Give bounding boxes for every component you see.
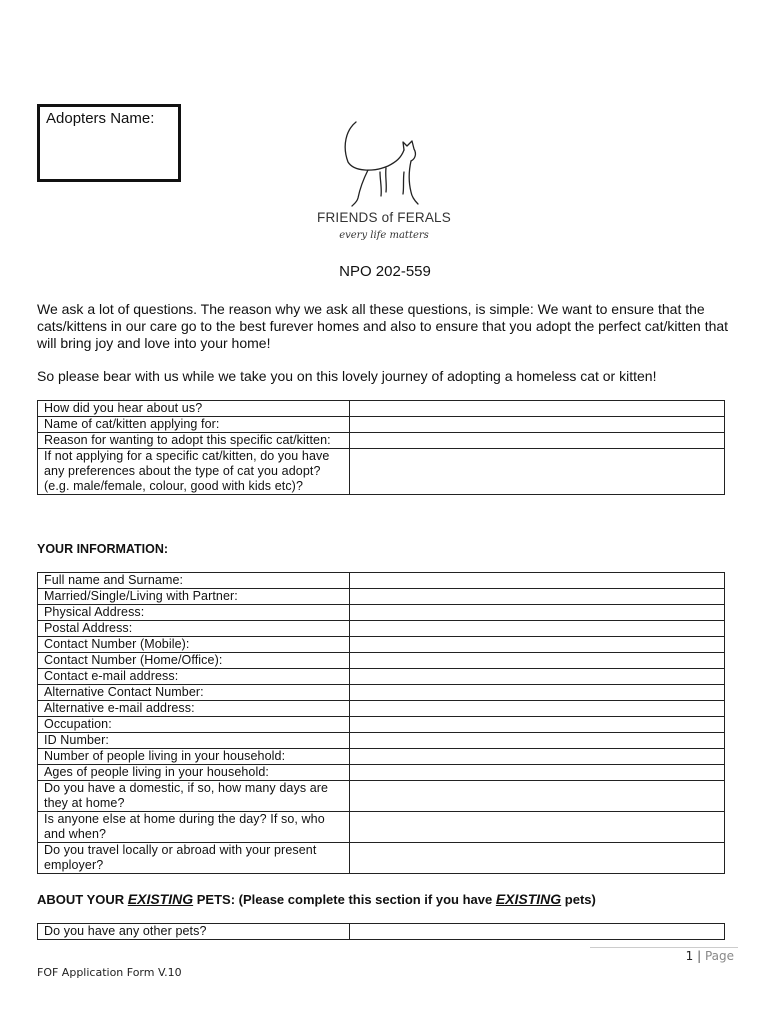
answer-cell[interactable]	[350, 812, 725, 843]
answer-cell[interactable]	[350, 781, 725, 812]
answer-cell[interactable]	[350, 637, 725, 653]
page-number-value: 1	[685, 949, 694, 963]
heading-text: PETS: (Please complete this section if you have	[193, 892, 496, 907]
answer-cell[interactable]	[350, 605, 725, 621]
question-cell: Contact Number (Home/Office):	[38, 653, 350, 669]
table-row	[38, 812, 725, 843]
answer-cell[interactable]	[350, 621, 725, 637]
answer-cell[interactable]	[350, 417, 725, 433]
heading-text: pets)	[561, 892, 596, 907]
question-cell: Is anyone else at home during the day? If so, who and when?	[38, 812, 350, 843]
answer-cell[interactable]	[350, 717, 725, 733]
answer-cell[interactable]	[350, 669, 725, 685]
question-cell: How did you hear about us?	[38, 401, 350, 417]
question-cell: Physical Address:	[38, 605, 350, 621]
table-row	[38, 605, 725, 621]
adopters-name-label: Adopters Name:	[46, 110, 155, 127]
question-cell: Do you have a domestic, if so, how many days are they at home?	[38, 781, 350, 812]
your-information-heading: YOUR INFORMATION:	[37, 542, 169, 556]
question-cell: Married/Single/Living with Partner:	[38, 589, 350, 605]
npo-number: NPO 202-559	[339, 263, 431, 280]
your-information-table	[37, 572, 725, 874]
table-row	[38, 733, 725, 749]
answer-cell[interactable]	[350, 733, 725, 749]
logo-title: FRIENDS of FERALS	[317, 210, 451, 225]
heading-emphasis: EXISTING	[127, 891, 194, 907]
question-cell: If not applying for a specific cat/kitten, do you have any preferences about the type of cat you adopt? (e.g. male/female, colour, good with kids etc)?	[38, 449, 350, 495]
answer-cell[interactable]	[350, 589, 725, 605]
table-row	[38, 637, 725, 653]
logo-tagline: every life matters	[339, 230, 429, 241]
adoption-questions-table	[37, 400, 725, 495]
table-row	[38, 685, 725, 701]
question-cell: Alternative Contact Number:	[38, 685, 350, 701]
friends-of-ferals-logo	[308, 118, 460, 246]
answer-cell[interactable]	[350, 573, 725, 589]
question-cell: Full name and Surname:	[38, 573, 350, 589]
question-cell: Occupation:	[38, 717, 350, 733]
existing-pets-table	[37, 923, 725, 940]
heading-emphasis: EXISTING	[495, 891, 562, 907]
answer-cell[interactable]	[350, 765, 725, 781]
table-row	[38, 924, 725, 940]
table-row	[38, 589, 725, 605]
heading-text: ABOUT YOUR	[37, 892, 128, 907]
table-row	[38, 843, 725, 874]
answer-cell[interactable]	[350, 449, 725, 495]
table-row	[38, 433, 725, 449]
table-row	[38, 449, 725, 495]
intro-paragraph: We ask a lot of questions. The reason why we ask all these questions, is simple: We want to ensure that the cats/kittens in our care go to the best furever homes and also to ensure that you adopt the perfect cat/kitten that will bring joy and love into your home!	[37, 301, 729, 351]
page-number	[686, 949, 734, 963]
form-version: FOF Application Form V.10	[37, 966, 182, 979]
answer-cell[interactable]	[350, 401, 725, 417]
cat-silhouette-icon	[308, 118, 460, 210]
answer-cell[interactable]	[350, 653, 725, 669]
table-row	[38, 573, 725, 589]
answer-cell[interactable]	[350, 701, 725, 717]
answer-cell[interactable]	[350, 433, 725, 449]
table-row	[38, 717, 725, 733]
question-cell: Do you travel locally or abroad with your present employer?	[38, 843, 350, 874]
question-cell: Name of cat/kitten applying for:	[38, 417, 350, 433]
question-cell: Contact Number (Mobile):	[38, 637, 350, 653]
table-row	[38, 669, 725, 685]
table-row	[38, 765, 725, 781]
question-cell: Do you have any other pets?	[38, 924, 350, 940]
table-row	[38, 621, 725, 637]
question-cell: Alternative e-mail address:	[38, 701, 350, 717]
intro-paragraph-2: So please bear with us while we take you on this lovely journey of adopting a homeless cat or kitten!	[37, 368, 657, 384]
table-row	[38, 417, 725, 433]
answer-cell[interactable]	[350, 843, 725, 874]
question-cell: ID Number:	[38, 733, 350, 749]
answer-cell[interactable]	[350, 924, 725, 940]
question-cell: Contact e-mail address:	[38, 669, 350, 685]
question-cell: Postal Address:	[38, 621, 350, 637]
page-separator: |	[697, 949, 702, 963]
adopters-name-box[interactable]	[37, 104, 181, 182]
table-row	[38, 701, 725, 717]
table-row	[38, 653, 725, 669]
answer-cell[interactable]	[350, 685, 725, 701]
existing-pets-heading	[37, 891, 596, 907]
table-row	[38, 781, 725, 812]
question-cell: Reason for wanting to adopt this specific cat/kitten:	[38, 433, 350, 449]
footer-divider	[590, 947, 738, 948]
table-row	[38, 749, 725, 765]
page-label: Page	[704, 949, 734, 963]
answer-cell[interactable]	[350, 749, 725, 765]
table-row	[38, 401, 725, 417]
question-cell: Number of people living in your household:	[38, 749, 350, 765]
question-cell: Ages of people living in your household:	[38, 765, 350, 781]
